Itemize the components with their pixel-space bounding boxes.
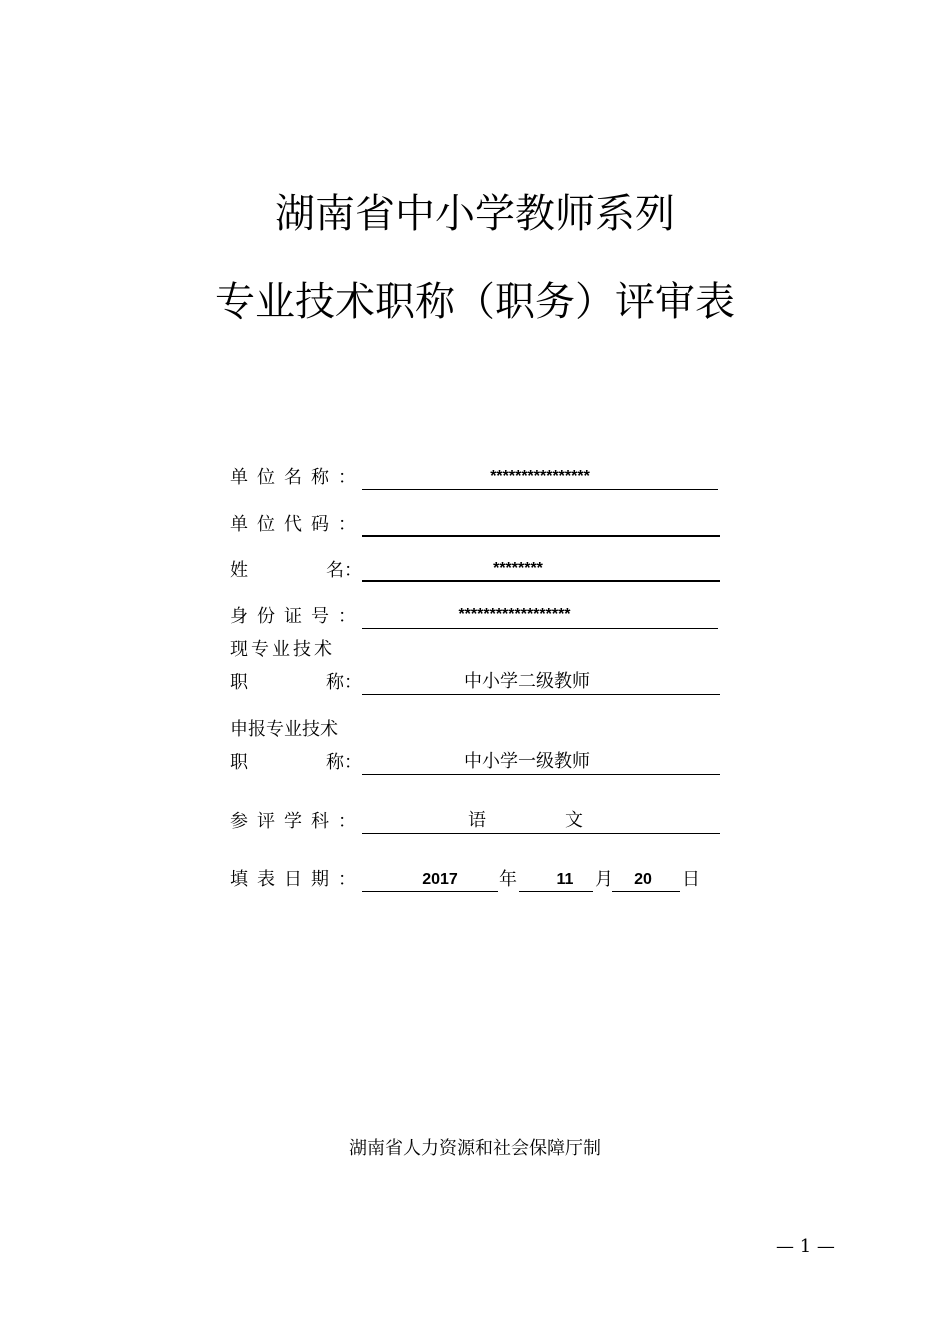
document-title-line2: 专业技术职称（职务）评审表 xyxy=(215,279,735,325)
applied-title-value: 中小学一级教师 xyxy=(464,751,590,772)
fill-date-day: 20 xyxy=(634,871,652,888)
current-title-label-first: 职 xyxy=(230,672,248,693)
name-label-first: 姓 xyxy=(230,560,248,581)
subject-field[interactable] xyxy=(362,808,720,834)
subject-value-part2: 文 xyxy=(565,810,583,831)
fill-date-day-unit: 日 xyxy=(682,869,700,890)
current-title-value: 中小学二级教师 xyxy=(464,671,590,692)
fill-date-year-unit: 年 xyxy=(499,869,517,890)
subject-value-part1: 语 xyxy=(468,810,486,831)
unit-code-field[interactable] xyxy=(362,511,720,537)
id-number-value: ****************** xyxy=(458,606,571,623)
unit-name-label: 单位名称： xyxy=(230,467,365,488)
name-label-last: 名： xyxy=(326,560,362,581)
applied-title-label-line1: 申报专业技术 xyxy=(230,719,338,740)
name-value: ******** xyxy=(493,560,543,577)
fill-date-month: 11 xyxy=(556,871,574,888)
page-number: — 1 — xyxy=(776,1236,835,1257)
unit-code-label: 单位代码： xyxy=(230,514,365,535)
current-title-label-last: 称： xyxy=(326,672,362,693)
fill-date-year: 2017 xyxy=(422,871,458,888)
current-title-label-line1: 现专业技术 xyxy=(230,639,335,660)
document-title-line1: 湖南省中小学教师系列 xyxy=(275,191,675,237)
id-number-label: 身份证号： xyxy=(230,606,365,627)
issuing-organization: 湖南省人力资源和社会保障厅制 xyxy=(349,1138,601,1159)
subject-label: 参评学科： xyxy=(230,811,365,832)
unit-name-value: **************** xyxy=(490,468,590,485)
fill-date-label: 填表日期： xyxy=(230,869,365,890)
applied-title-label-last: 称： xyxy=(326,752,362,773)
fill-date-month-unit: 月 xyxy=(595,869,613,890)
applied-title-label-first: 职 xyxy=(230,752,248,773)
